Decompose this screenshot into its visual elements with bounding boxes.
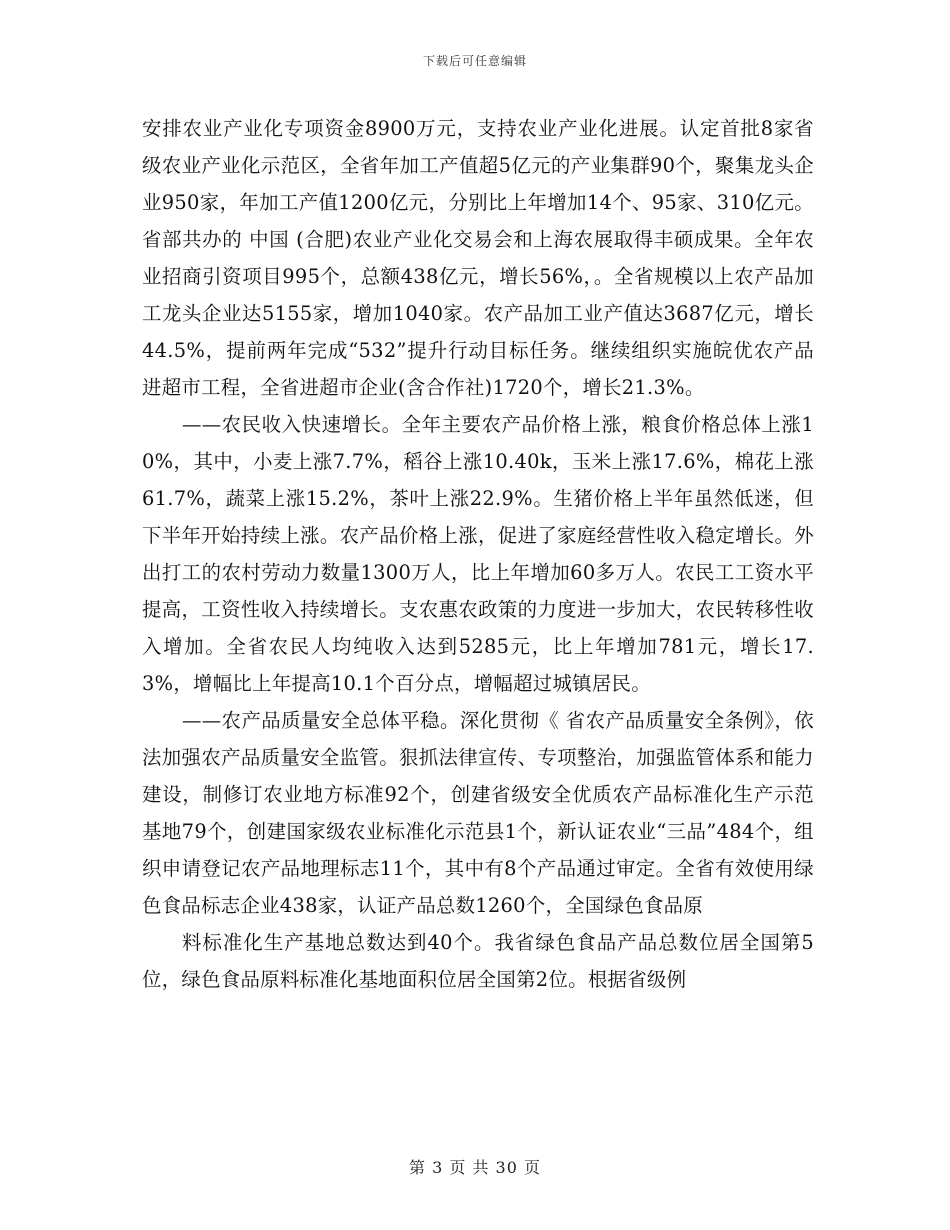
paragraph-agri-industrialization: 安排农业产业化专项资金8900万元，支持农业产业化进展。认定首批8家省级农业产业化示范区，全省年加工产值超5亿元的产业集群90个，聚集龙头企业950家，年加工产值1200亿元，分别比上年增加14个、95家、310亿元。省部共办的 中国 (合肥)农业产业化交易会和上海农展取得丰硕成果。全年农业招商引资项目995个，总额438亿元，增长56%，。全省规模以上农产品加工龙头企业达5155家，增加1040家。农产品加工业产值达3687亿元，增长44.5%，提前两年完成“532”提升行动目标任务。继续组织实施皖优农产品进超市工程，全省进超市企业(含合作社)1720个，增长21.3%。 bbox=[142, 117, 814, 399]
page-footer: 第 3 页 共 30 页 bbox=[409, 1158, 541, 1177]
document-body bbox=[142, 110, 814, 998]
paragraph-quality-safety: ——农产品质量安全总体平稳。深化贯彻《 省农产品质量安全条例》，依法加强农产品质量安全监管。狠抓法律宣传、专项整治，加强监管体系和能力建设，制修订农业地方标准92个，创建省级安全优质农产品标准化生产示范基地79个，创建国家级农业标准化示范县1个，新认证农业“三品”484个，组织申请登记农产品地理标志11个，其中有8个产品通过审定。全省有效使用绿色食品标志企业438家，认证产品总数1260个，全国绿色食品原 bbox=[142, 709, 814, 917]
paragraph-green-food: 料标准化生产基地总数达到40个。我省绿色食品产品总数位居全国第5位，绿色食品原料标准化基地面积位居全国第2位。根据省级例 bbox=[142, 931, 814, 991]
page-header: 下载后可任意编辑 bbox=[422, 54, 527, 68]
paragraph-farmer-income: ——农民收入快速增长。全年主要农产品价格上涨，粮食价格总体上涨10%，其中，小麦上涨7.7%，稻谷上涨10.40k，玉米上涨17.6%，棉花上涨61.7%，蔬菜上涨15.2%，茶叶上涨22.9%。生猪价格上半年虽然低迷，但下半年开始持续上涨。农产品价格上涨，促进了家庭经营性收入稳定增长。外出打工的农村劳动力数量1300万人，比上年增加60多万人。农民工工资水平提高，工资性收入持续增长。支农惠农政策的力度进一步加大，农民转移性收入增加。全省农民人均纯收入达到5285元，比上年增加781元，增长17.3%，增幅比上年提高10.1个百分点，增幅超过城镇居民。 bbox=[142, 413, 814, 695]
